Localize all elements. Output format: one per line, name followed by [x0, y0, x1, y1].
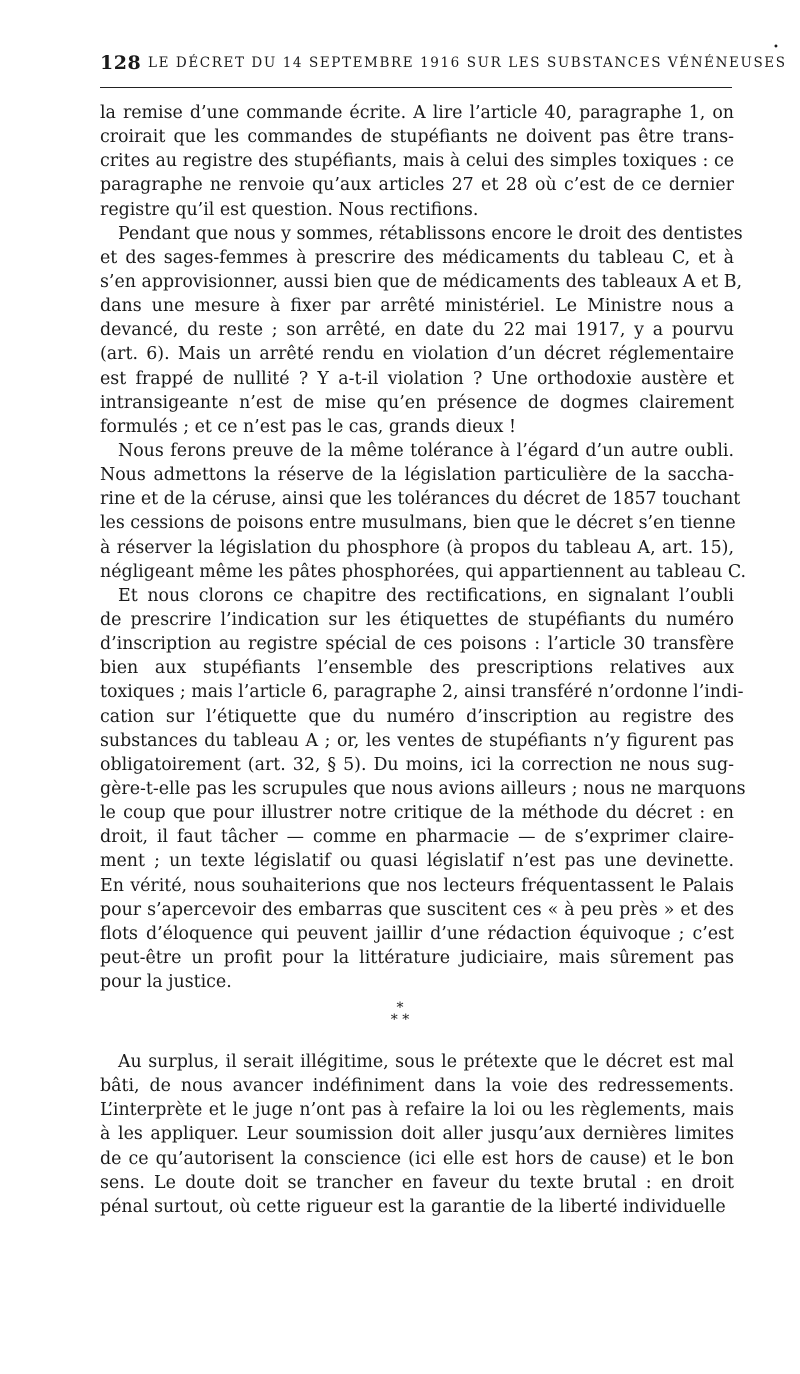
text-line: rine et de la céruse, ainsi que les tolérances du décret de 1857 touchant	[100, 489, 741, 510]
header-rule	[100, 87, 732, 88]
text-line: est frappé de nullité ? Y a-t-il violation ? Une orthodoxie austère et	[100, 368, 734, 389]
text-line: toxiques ; mais l’article 6, paragraphe 2, ainsi transféré n’ordonne l’indi-	[100, 682, 744, 703]
margin-mark: •	[773, 42, 779, 53]
text-line: pour s’apercevoir des embarras que suscitent ces « à peu près » et des	[100, 899, 734, 920]
section-1-text	[100, 101, 747, 994]
text-line: pénal surtout, où cette rigueur est la garantie de la liberté individuelle	[100, 1196, 726, 1217]
text-line: droit, il faut tâcher — comme en pharmacie — de s’exprimer claire-	[100, 827, 734, 848]
text-line: obligatoirement (art. 32, § 5). Du moins, ici la correction ne nous sug-	[100, 754, 734, 775]
text-line: les cessions de poisons entre musulmans, bien que le décret s’en tienne	[100, 513, 736, 534]
text-line: L’interprète et le juge n’ont pas à refaire la loi ou les règlements, mais	[100, 1100, 734, 1121]
asterism-top: *	[396, 1000, 404, 1016]
text-line: de prescrire l’indication sur les étiquettes de stupéfiants du numéro	[100, 609, 734, 630]
text-line: intransigeante n’est de mise qu’en présence de dogmes clairement	[100, 392, 734, 413]
text-line: formulés ; et ce n’est pas le cas, grands dieux !	[100, 416, 516, 437]
text-line: Pendant que nous y sommes, rétablissons encore le droit des dentistes	[118, 223, 743, 244]
text-line: le coup que pour illustrer notre critique de la méthode du décret : en	[100, 803, 734, 824]
text-line: bien aux stupéfiants l’ensemble des prescriptions relatives aux	[100, 658, 734, 679]
text-line: Au surplus, il serait illégitime, sous le prétexte que le décret est mal	[118, 1052, 734, 1072]
text-line: et des sages-femmes à prescrire des médicaments du tableau C, et à	[100, 247, 734, 268]
text-line: (art. 6). Mais un arrêté rendu en violation d’un décret réglementaire	[100, 344, 734, 365]
running-title: LE DÉCRET DU 14 SEPTEMBRE 1916 SUR LES SUBSTANCES VÉNÉNEUSES	[148, 55, 787, 71]
text-line: Nous ferons preuve de la même tolérance à l’égard d’un autre oubli.	[118, 440, 734, 461]
text-line: Nous admettons la réserve de la législation particulière de la saccha-	[100, 465, 734, 486]
text-line: flots d’éloquence qui peuvent jaillir d’une rédaction équivoque ; c’est	[100, 923, 734, 944]
text-line: la remise d’une commande écrite. A lire l’article 40, paragraphe 1, on	[100, 103, 734, 123]
text-line: à les appliquer. Leur soumission doit aller jusqu’aux dernières limites	[100, 1124, 734, 1145]
text-line: d’inscription au registre spécial de ces poisons : l’article 30 transfère	[100, 634, 734, 655]
text-line: ment ; un texte législatif ou quasi législatif n’est pas une devinette.	[100, 851, 734, 872]
section-2-text	[100, 1050, 734, 1219]
asterism-separator	[370, 1002, 430, 1032]
text-line: dans une mesure à fixer par arrêté ministériel. Le Ministre nous a	[100, 296, 734, 317]
text-line: à réserver la législation du phosphore (à propos du tableau A, art. 15),	[100, 537, 734, 558]
text-line: pour la justice.	[100, 972, 232, 993]
text-line: de ce qu’autorisent la conscience (ici elle est hors de cause) et le bon	[100, 1148, 734, 1169]
text-line: s’en approvisionner, aussi bien que de médicaments des tableaux A et B,	[100, 271, 743, 292]
text-line: négligeant même les pâtes phosphorées, qui appartiennent au tableau C.	[100, 561, 747, 582]
running-header	[100, 52, 787, 78]
text-line: cation sur l’étiquette que du numéro d’inscription au registre des	[100, 706, 734, 727]
asterism-bottom: * *	[390, 1012, 410, 1028]
text-line: peut-être un profit pour la littérature judiciaire, mais sûrement pas	[100, 947, 734, 968]
text-line: substances du tableau A ; or, les ventes de stupéfiants n’y figurent pas	[100, 730, 734, 751]
text-line: bâti, de nous avancer indéfiniment dans la voie des redressements.	[100, 1076, 734, 1097]
text-line: devancé, du reste ; son arrêté, en date du 22 mai 1917, y a pourvu	[100, 320, 734, 341]
text-line: registre qu’il est question. Nous rectifions.	[100, 199, 479, 220]
page-number: 128	[100, 52, 142, 74]
text-line: Et nous clorons ce chapitre des rectifications, en signalant l’oubli	[118, 585, 734, 606]
text-line: gère-t-elle pas les scrupules que nous avions ailleurs ; nous ne marquons	[100, 778, 746, 799]
text-line: paragraphe ne renvoie qu’aux articles 27 et 28 où c’est de ce dernier	[100, 175, 734, 196]
text-line: En vérité, nous souhaiterions que nos lecteurs fréquentassent le Palais	[100, 875, 734, 896]
text-line: sens. Le doute doit se trancher en faveur du texte brutal : en droit	[100, 1172, 734, 1193]
text-line: crites au registre des stupéfiants, mais à celui des simples toxiques : ce	[100, 151, 734, 172]
text-line: croirait que les commandes de stupéfiants ne doivent pas être trans-	[100, 127, 734, 148]
